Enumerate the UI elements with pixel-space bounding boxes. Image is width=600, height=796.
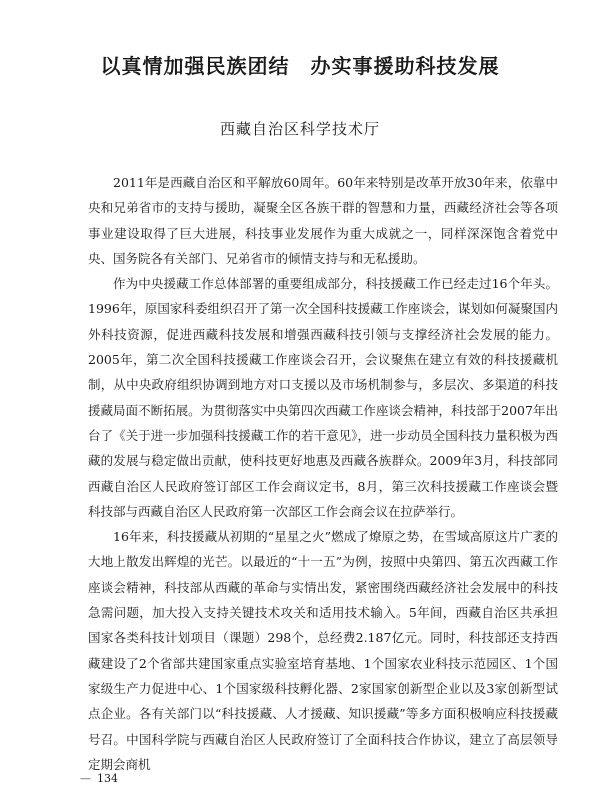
page-footer-dash: — [80,772,91,785]
article-title: 以真情加强民族团结 办实事援助科技发展 [100,54,500,78]
article-author: 西藏自治区科学技术厅 [219,120,380,138]
body-paragraph: 作为中央援藏工作总体部署的重要组成部分，科技援藏工作已经走过16个年头。1996年，原国家科委组织召开了第一次全国科技援藏工作座谈会，谋划如何凝聚国内外科技资源，促进西藏科技发展和增强西藏科技引领与支撑经济社会发展的能力。2005年，第二次全国科技援藏工作座谈会召开，会议聚焦在建立有效的科技援藏机制，从中央政府组织协调到地方对口支援以及市场机制参与，多层次、多渠道的科技援藏局面不断拓展。为贯彻落实中央第四次西藏工作座谈会精神，科技部于2007年出台了《关于进一步加强科技援藏工作的若干意见》，进一步动员全国科技力量积极为西藏的发展与稳定做出贡献，使科技更好地惠及西藏各族群众。2009年3月，科技部同西藏自治区人民政府签订部区工作会商议定书，8月，第三次科技援藏工作座谈会暨科技部与西藏自治区人民政府第一次部区工作会商会议在拉萨举行。 [88,276,558,519]
body-paragraph: 2011年是西藏自治区和平解放60周年。60年来特别是改革开放30年来，依靠中央和兄弟省市的支持与援助，凝聚全区各族干群的智慧和力量，西藏经济社会等各项事业建设取得了巨大进展，科技事业发展作为重大成就之一，同样深深饱含着党中央、国务院各有关部门、兄弟省市的倾情支持与和无私援助。 [88,175,558,266]
page-footer [80,772,118,785]
body-paragraph: 16年来，科技援藏从初期的“星星之火”燃成了燎原之势，在雪域高原这片广袤的大地上散发出辉煌的光芒。以最近的“十一五”为例，按照中央第四、第五次西藏工作座谈会精神，科技部从西藏的革命与实情出发，紧密围绕西藏经济社会发展中的科技急需问题，加大投入支持关键技术攻关和适用技术输入。5年间，西藏自治区共承担国家各类科技计划项目（课题）298个，总经费2.187亿元。同时，科技部还支持西藏建设了2个省部共建国家重点实验室培育基地、1个国家农业科技示范园区、1个国家级生产力促进中心、1个国家级科技孵化器、2家国家创新型企业以及3家创新型试点企业。各有关部门以“科技援藏、人才援藏、知识援藏”等多方面积极响应科技援藏号召。中国科学院与西藏自治区人民政府签订了全面科技合作协议，建立了高层领导定期会商机 [88,529,558,772]
article-body [88,170,558,777]
page-number: 134 [97,772,118,785]
